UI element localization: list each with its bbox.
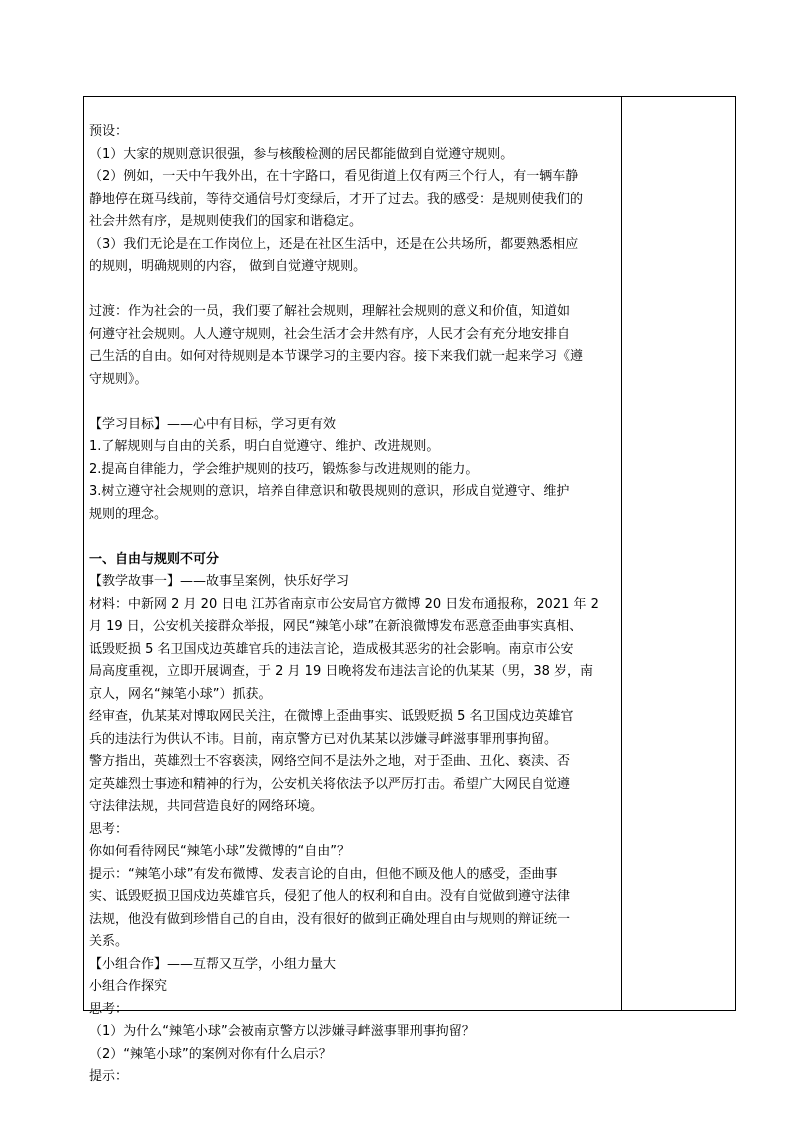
text-line: 提示：	[89, 1069, 129, 1084]
text-line: 思考：	[89, 1001, 129, 1017]
text-line: 关系。	[89, 934, 129, 949]
blank-line	[89, 526, 617, 549]
text-line: （1）为什么“辣笔小球”会被南京警方以涉嫌寻衅滋事罪刑事拘留？	[89, 1024, 475, 1039]
text-line: 你如何看待网民“辣笔小球”发微博的“自由”？	[89, 844, 350, 859]
text-line: 的规则，明确规则的内容， 做到自觉遵守规则。	[89, 259, 367, 274]
text-line: 过渡：作为社会的一员，我们要了解社会规则，理解社会规则的意义和价值，知道如	[89, 304, 571, 319]
text-line: 提示：“辣笔小球”有发布微博、发表言论的自由，但他不顾及他人的感受，歪曲事	[89, 866, 558, 882]
text-line: 3.树立遵守社会规则的意识，培养自律意识和敬畏规则的意识，形成自觉遵守、维护	[89, 484, 570, 499]
text-line: 【小组合作】——互帮又互学，小组力量大	[89, 956, 337, 972]
text-line: 何遵守社会规则。人人遵守规则，社会生活才会井然有序，人民才会有充分地安排自	[89, 326, 571, 342]
text-line: 社会井然有序，是规则使我们的国家和谐稳定。	[89, 214, 363, 229]
text-line: 兵的违法行为供认不讳。目前，南京警方已对仇某某以涉嫌寻衅滋事罪刑事拘留。	[89, 731, 558, 747]
text-line: 月 19 日，公安机关接群众举报，网民“辣笔小球”在新浪微博发布恶意歪曲事实真相、	[89, 619, 583, 634]
text-line: 诋毁贬损 5 名卫国戍边英雄官兵的违法言论，造成极其恶劣的社会影响。南京市公安	[89, 641, 574, 657]
text-line: 定英雄烈士事迹和精神的行为，公安机关将依法予以严厉打击。希望广大网民自觉遵	[89, 776, 571, 792]
text-line: （2）“辣笔小球”的案例对你有什么启示？	[89, 1046, 332, 1062]
notes-cell	[622, 97, 735, 1010]
text-line: （2）例如，一天中午我外出，在十字路口，看见街道上仅有两三个行人，有一辆车静	[89, 169, 579, 184]
section-heading: 一、自由与规则不可分	[89, 551, 220, 567]
text-line: 思考：	[89, 821, 129, 837]
text-line: 预设：	[89, 124, 129, 139]
text-line: 【学习目标】——心中有目标，学习更有效	[89, 416, 337, 432]
text-line: 实、诋毁贬损卫国戍边英雄官兵，侵犯了他人的权利和自由。没有自觉做到遵守法律	[89, 889, 571, 904]
text-line: 规则的理念。	[89, 506, 168, 522]
blank-line	[89, 391, 617, 414]
text-line: 经审查，仇某某对博取网民关注，在微博上歪曲事实、诋毁贬损 5 名卫国戍边英雄官	[89, 709, 574, 724]
text-line: 2.提高自律能力，学会维护规则的技巧，锻炼参与改进规则的能力。	[89, 461, 479, 477]
text-line: 警方指出，英雄烈士不容亵渎，网络空间不是法外之地，对于歪曲、丑化、亵渎、否	[89, 754, 571, 769]
text-line: （3）我们无论是在工作岗位上，还是在社区生活中，还是在公共场所，都要熟悉相应	[89, 236, 579, 252]
text-line: 己生活的自由。如何对待规则是本节课学习的主要内容。接下来我们就一起来学习《遵	[89, 349, 584, 364]
text-line: 法规，他没有做到珍惜自己的自由，没有很好的做到正确处理自由与规则的辩证统一	[89, 911, 571, 927]
text-line: 小组合作探究	[89, 979, 168, 994]
lesson-content-cell	[89, 121, 617, 1089]
text-line: （1）大家的规则意识很强，参与核酸检测的居民都能做到自觉遵守规则。	[89, 146, 514, 162]
lesson-table	[83, 96, 736, 1084]
text-line: 京人，网名“辣笔小球”）抓获。	[89, 686, 272, 702]
text-line: 【教学故事一】——故事呈案例，快乐好学习	[89, 574, 350, 589]
blank-line	[89, 279, 617, 302]
text-line: 守法律法规，共同营造良好的网络环境。	[89, 799, 324, 814]
text-line: 材料：中新网 2 月 20 日电 江苏省南京市公安局官方微博 20 日发布通报称，2021 年 2	[89, 596, 599, 612]
text-line: 1.了解规则与自由的关系，明白自觉遵守、维护、改进规则。	[89, 439, 440, 454]
text-line: 局高度重视，立即开展调查，于 2 月 19 日晚将发布违法言论的仇某某（男，38 岁，南	[89, 664, 594, 679]
text-line: 守规则》。	[89, 371, 148, 387]
text-line: 静地停在斑马线前，等待交通信号灯变绿后，才开了过去。我的感受：是规则使我们的	[89, 191, 584, 207]
